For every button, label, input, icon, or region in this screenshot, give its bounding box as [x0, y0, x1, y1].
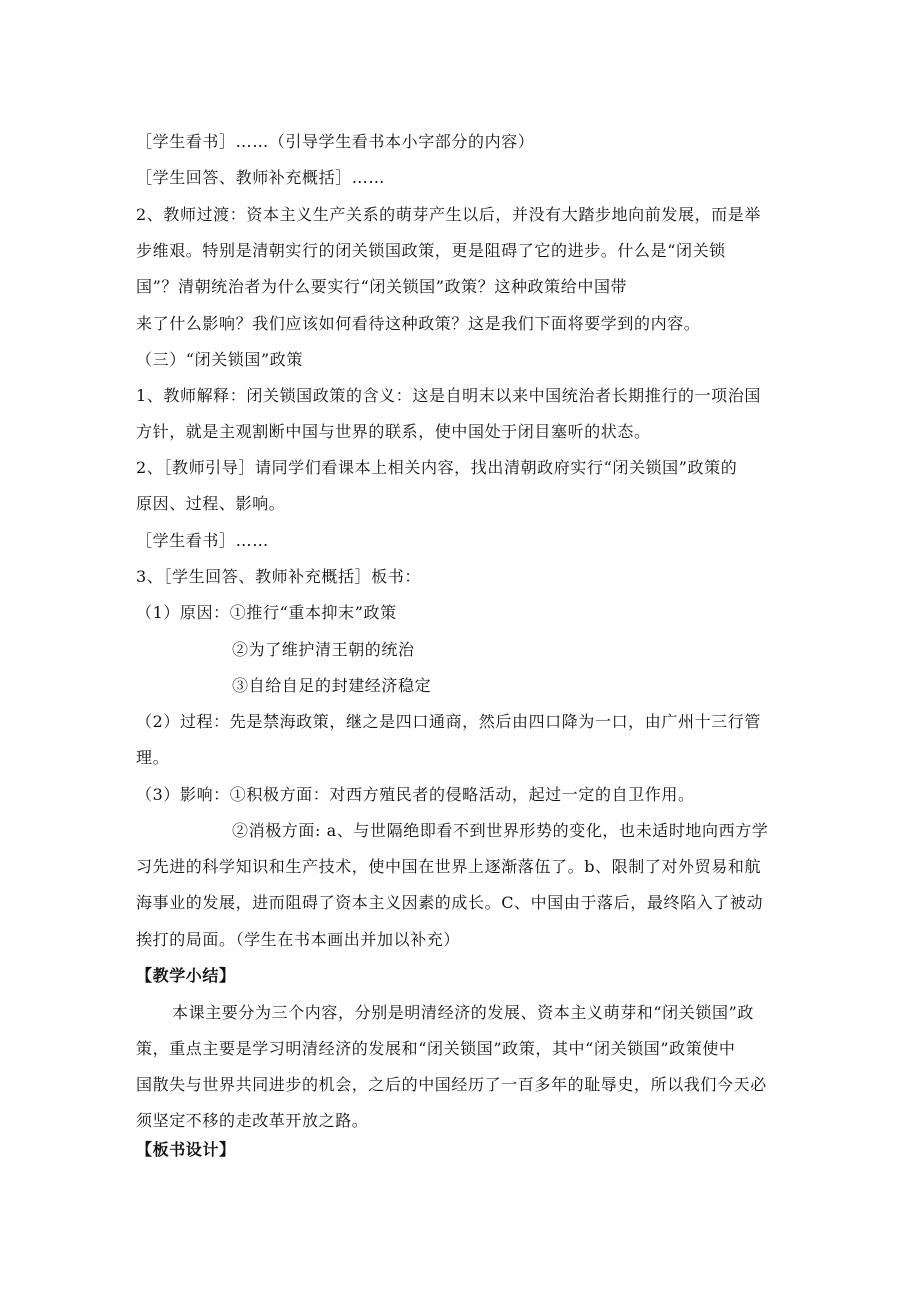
text-line: 习先进的科学知识和生产技术，使中国在世界上逐渐落伍了。b、限制了对外贸易和航 [136, 857, 762, 876]
text-line: 1、教师解释：闭关锁国政策的含义：这是自明末以来中国统治者长期推行的一项治国 [136, 386, 761, 405]
text-line: 3、［学生回答、教师补充概括］板书： [136, 567, 421, 586]
section-heading: （三）“闭关锁国”政策 [136, 350, 303, 369]
text-line: 理。 [136, 748, 170, 767]
text-line: 国”？清朝统治者为什么要实行“闭关锁国”政策？这种政策给中国带 [136, 277, 628, 296]
text-line: ［学生看书］…… [136, 531, 269, 550]
text-line: 海事业的发展，进而阻碍了资本主义因素的成长。C、中国由于落后，最终陷入了被动 [136, 893, 764, 912]
text-line: （2）过程：先是禁海政策，继之是四口通商，然后由四口降为一口，由广州十三行管 [136, 712, 761, 731]
text-line: ②消极方面: a、与世隔绝即看不到世界形势的变化，也未适时地向西方学 [232, 821, 769, 840]
text-line: ②为了维护清王朝的统治 [232, 640, 415, 659]
text-line: 2、［教师引导］请同学们看课本上相关内容，找出清朝政府实行“闭关锁国”政策的 [136, 458, 738, 477]
text-line: 国散失与世界共同进步的机会，之后的中国经历了一百多年的耻辱史，所以我们今天必 [136, 1075, 767, 1094]
text-line: ［学生回答、教师补充概括］…… [136, 168, 386, 187]
text-line: 方针，就是主观割断中国与世界的联系，使中国处于闭目塞听的状态。 [136, 422, 651, 441]
text-line: ③自给自足的封建经济稳定 [232, 676, 432, 695]
text-line: 须坚定不移的走改革开放之路。 [136, 1111, 369, 1130]
section-heading: 【板书设计】 [136, 1140, 236, 1159]
text-line: 本课主要分为三个内容，分别是明清经济的发展、资本主义萌芽和“闭关锁国”政 [172, 1003, 754, 1022]
section-heading: 【教学小结】 [136, 966, 236, 985]
text-line: ［学生看书］……（引导学生看书本小字部分的内容） [136, 132, 535, 151]
text-line: 挨打的局面。（学生在书本画出并加以补充） [136, 930, 461, 949]
text-line: 2、教师过渡：资本主义生产关系的萌芽产生以后，并没有大踏步地向前发展，而是举 [136, 205, 761, 224]
text-line: 原因、过程、影响。 [136, 494, 286, 513]
text-line: 策，重点主要是学习明清经济的发展和“闭关锁国”政策，其中“闭关锁国”政策使中 [136, 1039, 736, 1058]
text-line: （1）原因：①推行“重本抑末”政策 [136, 603, 397, 622]
text-line: 步维艰。特别是清朝实行的闭关锁国政策，更是阻碍了它的进步。什么是“闭关锁 [136, 241, 726, 260]
text-line: （3）影响：①积极方面：对西方殖民者的侵略活动，起过一定的自卫作用。 [136, 785, 695, 804]
text-line: 来了什么影响？我们应该如何看待这种政策？这是我们下面将要学到的内容。 [136, 314, 701, 333]
